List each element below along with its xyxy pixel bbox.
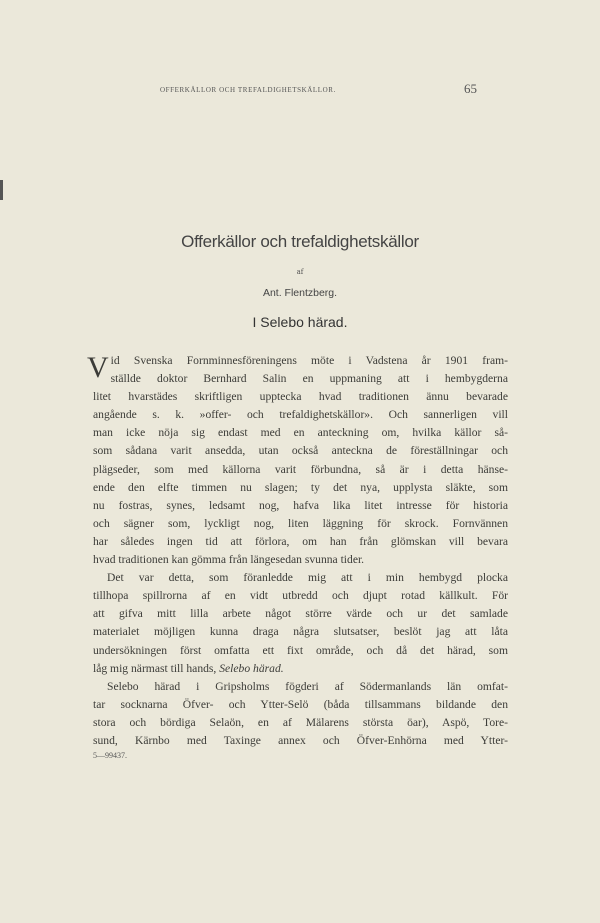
text-line: Det var detta, som föranledde mig att i min hembygd plocka	[107, 571, 508, 585]
text-line: undersökningen först omfatta ett fixt område, och då det härad, som	[93, 643, 508, 657]
text-line: man icke nöja sig endast med en anteckning om, hvilka källor så-	[93, 426, 508, 440]
text-line: Selebo härad i Gripsholms fögderi af Södermanlands län omfat-	[107, 679, 508, 693]
text-line: att gifva mitt lilla arbete något större värde och ur det samlade	[93, 607, 508, 621]
text-line: angående s. k. »offer- och trefaldighetskällor». Och sannerligen vill	[93, 408, 508, 422]
drop-cap: V	[87, 351, 109, 384]
text-line: materialet möjligen kunna draga några slutsatser, beslöt jag att låta	[93, 625, 508, 639]
text-line: tillhopa spillrorna af en vidt utbredd och djupt rotad källkult. För	[93, 589, 508, 603]
text-line: tar socknarna Öfver- och Ytter-Selö (båda tillsammans bildande den	[93, 697, 508, 711]
text-line: ställde doktor Bernhard Salin en uppmaning att i hembygderna	[110, 372, 508, 386]
text-line: plägseder, som med källorna varit förbundna, så är i detta hänse-	[93, 462, 508, 476]
text-line: sund, Kärnbo med Taxinge annex och Öfver-Enhörna med Ytter-	[93, 733, 508, 747]
text-line	[93, 660, 508, 678]
section-heading: I Selebo härad.	[252, 314, 348, 330]
italic-phrase: Selebo härad.	[219, 661, 284, 675]
text-line: stora och bördiga Selaön, en af Mälarens största öar), Aspö, Tore-	[93, 715, 508, 729]
text-line-start: låg mig närmast till hands,	[93, 661, 217, 675]
article-title: Offerkällor och trefaldighetskällor	[181, 232, 419, 251]
running-header: OFFERKÄLLOR OCH TREFALDIGHETSKÄLLOR.	[160, 86, 336, 94]
text-line: id Svenska Fornminnesföreningens möte i Vadstena år 1901 fram-	[110, 354, 508, 367]
text-line: litet hvarstädes skriftligen upptecka hvad traditionen ännu bevarade	[93, 390, 508, 404]
text-line: ende den elfte timmen nu slagen; ty det nya, upplysta släkte, som	[93, 480, 508, 494]
text-line: hvad traditionen kan gömma från längesedan svunna tider.	[93, 553, 365, 567]
body-text	[87, 351, 508, 750]
text-line: nu fostras, synes, ledsamt nog, hafva lika litet intresse för historia	[93, 498, 508, 512]
text-line: och sägner som, lyckligt nog, liten läggning för skrock. Fornvännen	[93, 516, 508, 530]
page-edge-mark	[0, 180, 3, 200]
page-number: 65	[464, 81, 477, 96]
text-line: som sådana varit ansedda, utan också anteckna de föreställningar och	[93, 444, 508, 458]
byline-af: af	[296, 268, 304, 276]
signature-mark: 5—99437.	[93, 751, 127, 760]
author: Ant. Flentzberg.	[262, 287, 338, 299]
text-line: har således ingen tid att förlora, om han från glömskan vill bevara	[93, 534, 508, 548]
